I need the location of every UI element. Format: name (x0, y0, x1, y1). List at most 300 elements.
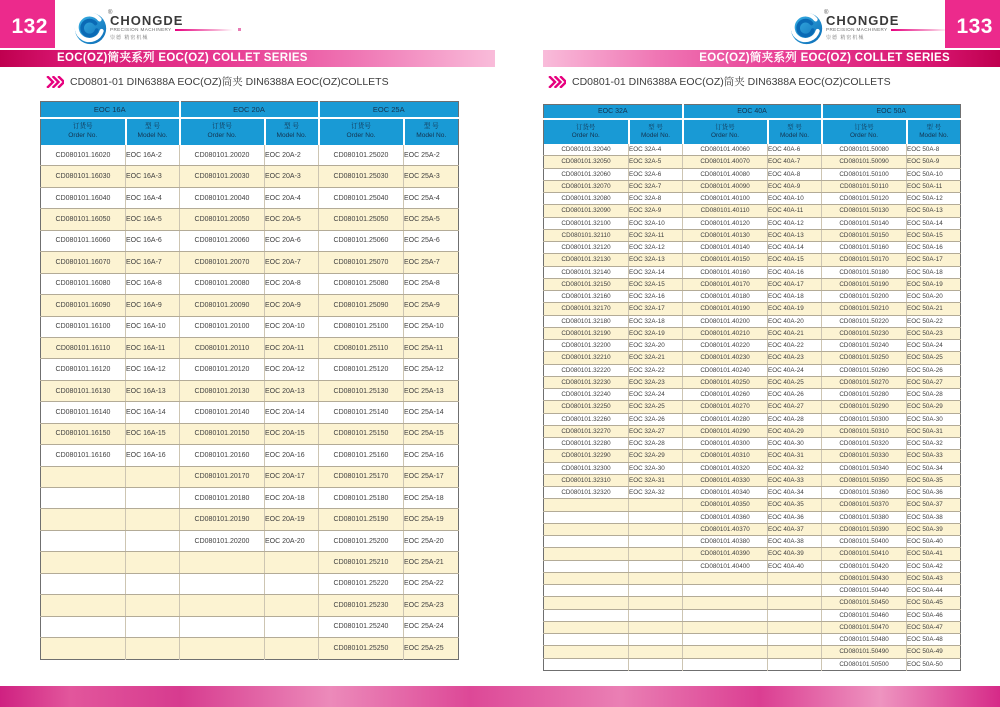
order-cell: CD080101.40210 (683, 327, 768, 339)
model-cell: EOC 50A-45 (907, 597, 961, 609)
model-cell: EOC 25A-3 (404, 166, 459, 187)
order-cell (41, 638, 126, 659)
model-cell: EOC 50A-40 (907, 536, 961, 548)
table-row (544, 621, 961, 633)
order-cell: CD080101.50090 (822, 156, 907, 168)
model-cell: EOC 50A-24 (907, 340, 961, 352)
order-cell: CD080101.32110 (544, 229, 629, 241)
order-cell: CD080101.40380 (683, 536, 768, 548)
model-cell (768, 597, 822, 609)
model-cell: EOC 40A-39 (768, 548, 822, 560)
model-cell: EOC 50A-36 (907, 487, 961, 499)
order-cell: CD080101.25050 (319, 209, 404, 230)
order-cell: CD080101.16070 (41, 252, 126, 273)
order-cell: CD080101.25150 (319, 423, 404, 444)
triple-chevron-icon (46, 76, 64, 88)
order-cell: CD080101.32290 (544, 450, 629, 462)
table-row (544, 266, 961, 278)
model-cell (768, 609, 822, 621)
order-cell (683, 609, 768, 621)
table-row (544, 450, 961, 462)
table-row (544, 536, 961, 548)
order-cell: CD080101.16130 (41, 380, 126, 401)
order-cell: CD080101.40390 (683, 548, 768, 560)
model-cell: EOC 40A-31 (768, 450, 822, 462)
table-row (544, 401, 961, 413)
model-cell: EOC 32A-20 (629, 340, 683, 352)
order-cell (544, 609, 629, 621)
order-cell: CD080101.32210 (544, 352, 629, 364)
model-cell: EOC 32A-19 (629, 327, 683, 339)
model-cell: EOC 50A-15 (907, 229, 961, 241)
order-cell: CD080101.50490 (822, 646, 907, 658)
model-cell: EOC 16A-9 (126, 295, 180, 316)
order-cell: CD080101.25100 (319, 316, 404, 337)
table-row (544, 646, 961, 658)
table-row (41, 509, 459, 530)
model-cell: EOC 20A-3 (265, 166, 319, 187)
registered-mark: ® (824, 10, 829, 16)
model-col-header: 型 号 Model No. (629, 119, 683, 144)
model-cell: EOC 50A-46 (907, 609, 961, 621)
model-cell: EOC 25A-17 (404, 466, 459, 487)
table-row (544, 364, 961, 376)
table-row (41, 273, 459, 294)
order-cell: CD080101.50370 (822, 499, 907, 511)
table-row (544, 376, 961, 388)
order-cell: CD080101.50160 (822, 242, 907, 254)
subtitle-text: CD0801-01 DIN6388A EOC(OZ)筒夹 DIN6388A EOC(OZ)COLLETS (70, 76, 389, 88)
group-header-row (544, 105, 961, 120)
model-cell: EOC 16A-2 (126, 145, 180, 166)
model-cell (265, 573, 319, 594)
model-cell: EOC 20A-2 (265, 145, 319, 166)
order-cell (41, 573, 126, 594)
model-cell: EOC 32A-23 (629, 376, 683, 388)
model-cell: EOC 50A-8 (907, 144, 961, 156)
order-cell (41, 509, 126, 530)
model-cell: EOC 40A-29 (768, 425, 822, 437)
order-col-header: 订货号 Order No. (180, 118, 265, 145)
collet-table-left (40, 101, 459, 660)
model-cell: EOC 25A-15 (404, 423, 459, 444)
order-cell: CD080101.32280 (544, 438, 629, 450)
order-cell (544, 536, 629, 548)
table-row (544, 205, 961, 217)
series-banner-left: EOC(OZ)筒夹系列 EOC(OZ) COLLET SERIES (0, 50, 495, 67)
order-cell: CD080101.32130 (544, 254, 629, 266)
model-cell: EOC 16A-4 (126, 187, 180, 208)
order-cell (683, 621, 768, 633)
model-cell: EOC 20A-9 (265, 295, 319, 316)
order-cell: CD080101.32120 (544, 242, 629, 254)
order-cell: CD080101.40140 (683, 242, 768, 254)
model-cell: EOC 50A-21 (907, 303, 961, 315)
table-row (544, 242, 961, 254)
order-cell: CD080101.50260 (822, 364, 907, 376)
order-cell (180, 638, 265, 659)
model-cell: EOC 50A-43 (907, 572, 961, 584)
order-cell: CD080101.50080 (822, 144, 907, 156)
order-cell: CD080101.32160 (544, 291, 629, 303)
model-cell (265, 616, 319, 637)
model-cell: EOC 32A-25 (629, 401, 683, 413)
order-cell: CD080101.50330 (822, 450, 907, 462)
model-cell: EOC 25A-22 (404, 573, 459, 594)
group-header: EOC 50A (822, 105, 961, 120)
model-cell: EOC 16A-16 (126, 445, 180, 466)
table-row (544, 585, 961, 597)
model-cell: EOC 32A-22 (629, 364, 683, 376)
order-cell (544, 499, 629, 511)
order-cell: CD080101.40350 (683, 499, 768, 511)
order-cell: CD080101.32050 (544, 156, 629, 168)
order-cell: CD080101.25230 (319, 595, 404, 616)
section-subtitle-right (548, 74, 891, 89)
model-cell: EOC 25A-18 (404, 488, 459, 509)
order-cell: CD080101.32080 (544, 193, 629, 205)
order-cell (544, 548, 629, 560)
model-cell: EOC 40A-10 (768, 193, 822, 205)
table-row (41, 209, 459, 230)
globe-swirl-icon (74, 12, 107, 45)
order-cell (544, 646, 629, 658)
order-cell: CD080101.25020 (319, 145, 404, 166)
order-col-header: 订货号 Order No. (822, 119, 907, 144)
order-cell: CD080101.40360 (683, 511, 768, 523)
table-row (41, 616, 459, 637)
model-cell: EOC 32A-10 (629, 217, 683, 229)
order-cell: CD080101.20110 (180, 337, 265, 358)
model-cell: EOC 25A-8 (404, 273, 459, 294)
order-cell: CD080101.40340 (683, 487, 768, 499)
table-row (41, 337, 459, 358)
model-cell: EOC 32A-26 (629, 413, 683, 425)
model-cell (629, 621, 683, 633)
model-cell: EOC 25A-11 (404, 337, 459, 358)
order-cell: CD080101.50280 (822, 389, 907, 401)
order-col-header: 订货号 Order No. (683, 119, 768, 144)
model-cell: EOC 40A-25 (768, 376, 822, 388)
order-cell: CD080101.16150 (41, 423, 126, 444)
model-cell: EOC 50A-41 (907, 548, 961, 560)
model-cell: EOC 40A-16 (768, 266, 822, 278)
table-row (544, 303, 961, 315)
model-cell: EOC 20A-14 (265, 402, 319, 423)
table-row (544, 254, 961, 266)
model-cell: EOC 50A-26 (907, 364, 961, 376)
model-cell: EOC 50A-42 (907, 560, 961, 572)
model-cell: EOC 25A-5 (404, 209, 459, 230)
order-cell: CD080101.40270 (683, 401, 768, 413)
model-cell: EOC 20A-17 (265, 466, 319, 487)
order-cell: CD080101.50180 (822, 266, 907, 278)
order-cell (544, 585, 629, 597)
model-cell: EOC 25A-23 (404, 595, 459, 616)
model-cell: EOC 20A-7 (265, 252, 319, 273)
order-cell: CD080101.25220 (319, 573, 404, 594)
model-cell (126, 509, 180, 530)
order-cell (544, 621, 629, 633)
order-cell: CD080101.40330 (683, 474, 768, 486)
model-cell: EOC 50A-25 (907, 352, 961, 364)
model-cell: EOC 25A-24 (404, 616, 459, 637)
model-cell: EOC 50A-16 (907, 242, 961, 254)
model-cell: EOC 16A-8 (126, 273, 180, 294)
model-cell: EOC 40A-12 (768, 217, 822, 229)
order-cell: CD080101.50460 (822, 609, 907, 621)
table-row (544, 229, 961, 241)
order-cell: CD080101.20140 (180, 402, 265, 423)
order-cell (544, 658, 629, 670)
model-cell: EOC 20A-5 (265, 209, 319, 230)
order-cell: CD080101.25120 (319, 359, 404, 380)
model-cell (629, 634, 683, 646)
table-row (41, 595, 459, 616)
model-cell: EOC 32A-4 (629, 144, 683, 156)
column-header-row (544, 119, 961, 144)
order-cell: CD080101.32260 (544, 413, 629, 425)
model-cell: EOC 40A-23 (768, 352, 822, 364)
model-cell: EOC 32A-28 (629, 438, 683, 450)
table-row (41, 466, 459, 487)
model-cell: EOC 40A-30 (768, 438, 822, 450)
logo-accent-line (175, 29, 233, 31)
order-cell: CD080101.16020 (41, 145, 126, 166)
order-cell: CD080101.50240 (822, 340, 907, 352)
logo-subtitle: PRECISION MACHINERY (826, 27, 888, 32)
order-cell: CD080101.50420 (822, 560, 907, 572)
order-cell: CD080101.20090 (180, 295, 265, 316)
order-cell: CD080101.20120 (180, 359, 265, 380)
model-cell: EOC 50A-9 (907, 156, 961, 168)
order-cell: CD080101.50410 (822, 548, 907, 560)
order-cell: CD080101.20150 (180, 423, 265, 444)
table-row (544, 278, 961, 290)
order-cell: CD080101.32270 (544, 425, 629, 437)
order-cell: CD080101.40310 (683, 450, 768, 462)
order-cell: CD080101.40080 (683, 168, 768, 180)
order-cell: CD080101.25030 (319, 166, 404, 187)
order-cell: CD080101.50380 (822, 511, 907, 523)
model-cell: EOC 40A-19 (768, 303, 822, 315)
order-col-header: 订货号 Order No. (544, 119, 629, 144)
table-row (41, 402, 459, 423)
table-row (544, 180, 961, 192)
table-row (544, 389, 961, 401)
group-header: EOC 16A (41, 102, 180, 119)
model-cell: EOC 50A-50 (907, 658, 961, 670)
order-cell: CD080101.25040 (319, 187, 404, 208)
table-row (544, 658, 961, 670)
model-cell: EOC 32A-7 (629, 180, 683, 192)
model-cell: EOC 32A-9 (629, 205, 683, 217)
page-number-right: 133 (945, 0, 1000, 48)
order-cell: CD080101.25180 (319, 488, 404, 509)
order-cell: CD080101.40120 (683, 217, 768, 229)
order-cell: CD080101.16100 (41, 316, 126, 337)
model-cell: EOC 20A-19 (265, 509, 319, 530)
order-cell (41, 616, 126, 637)
table-row (544, 474, 961, 486)
order-cell: CD080101.50110 (822, 180, 907, 192)
order-cell: CD080101.32100 (544, 217, 629, 229)
model-cell (629, 548, 683, 560)
subtitle-text: CD0801-01 DIN6388A EOC(OZ)筒夹 DIN6388A EOC(OZ)COLLETS (572, 76, 891, 88)
model-cell: EOC 32A-6 (629, 168, 683, 180)
order-cell: CD080101.16060 (41, 230, 126, 251)
model-cell (768, 572, 822, 584)
order-col-header: 订货号 Order No. (319, 118, 404, 145)
order-cell: CD080101.50150 (822, 229, 907, 241)
order-cell: CD080101.50470 (822, 621, 907, 633)
order-cell: CD080101.50300 (822, 413, 907, 425)
order-cell: CD080101.40200 (683, 315, 768, 327)
collet-table-right (543, 104, 961, 671)
model-cell: EOC 40A-33 (768, 474, 822, 486)
order-cell (683, 572, 768, 584)
order-cell: CD080101.16040 (41, 187, 126, 208)
model-cell (768, 646, 822, 658)
order-cell: CD080101.25110 (319, 337, 404, 358)
order-cell: CD080101.50200 (822, 291, 907, 303)
model-cell: EOC 25A-4 (404, 187, 459, 208)
model-cell: EOC 32A-30 (629, 462, 683, 474)
order-cell: CD080101.16030 (41, 166, 126, 187)
order-cell: CD080101.40370 (683, 523, 768, 535)
model-cell (265, 552, 319, 573)
order-cell (544, 511, 629, 523)
model-cell: EOC 40A-13 (768, 229, 822, 241)
model-cell: EOC 50A-44 (907, 585, 961, 597)
order-cell: CD080101.50140 (822, 217, 907, 229)
order-cell: CD080101.16050 (41, 209, 126, 230)
model-cell: EOC 16A-7 (126, 252, 180, 273)
order-cell (683, 658, 768, 670)
order-cell (544, 634, 629, 646)
model-cell: EOC 50A-27 (907, 376, 961, 388)
order-cell: CD080101.40110 (683, 205, 768, 217)
order-cell: CD080101.32060 (544, 168, 629, 180)
table-row (544, 548, 961, 560)
order-cell: CD080101.50360 (822, 487, 907, 499)
model-cell: EOC 50A-47 (907, 621, 961, 633)
model-cell: EOC 40A-26 (768, 389, 822, 401)
group-header: EOC 25A (319, 102, 459, 119)
model-cell: EOC 32A-29 (629, 450, 683, 462)
model-cell: EOC 40A-27 (768, 401, 822, 413)
model-cell (629, 658, 683, 670)
model-cell: EOC 32A-24 (629, 389, 683, 401)
table-row (41, 638, 459, 659)
order-cell: CD080101.16120 (41, 359, 126, 380)
order-cell: CD080101.25140 (319, 402, 404, 423)
order-cell: CD080101.50210 (822, 303, 907, 315)
logo-name: CHONGDE (110, 13, 184, 28)
order-cell: CD080101.20100 (180, 316, 265, 337)
model-col-header: 型 号 Model No. (126, 118, 180, 145)
model-cell: EOC 40A-28 (768, 413, 822, 425)
model-cell: EOC 20A-18 (265, 488, 319, 509)
order-cell: CD080101.50250 (822, 352, 907, 364)
page-number-left: 132 (0, 0, 55, 48)
table-row (41, 295, 459, 316)
model-cell: EOC 25A-6 (404, 230, 459, 251)
order-cell: CD080101.32250 (544, 401, 629, 413)
order-cell: CD080101.20060 (180, 230, 265, 251)
group-header: EOC 32A (544, 105, 683, 120)
registered-mark: ® (108, 10, 113, 16)
order-cell: CD080101.25160 (319, 445, 404, 466)
order-cell: CD080101.32040 (544, 144, 629, 156)
order-cell (41, 466, 126, 487)
model-cell: EOC 50A-23 (907, 327, 961, 339)
model-cell: EOC 50A-37 (907, 499, 961, 511)
table-row (544, 327, 961, 339)
order-cell (41, 552, 126, 573)
model-cell: EOC 25A-7 (404, 252, 459, 273)
triple-chevron-icon (548, 76, 566, 88)
model-cell (629, 536, 683, 548)
order-cell: CD080101.32320 (544, 487, 629, 499)
globe-swirl-icon (790, 12, 823, 45)
model-cell: EOC 20A-12 (265, 359, 319, 380)
order-cell: CD080101.50350 (822, 474, 907, 486)
model-cell: EOC 16A-5 (126, 209, 180, 230)
model-cell: EOC 50A-18 (907, 266, 961, 278)
order-cell: CD080101.50450 (822, 597, 907, 609)
model-cell (126, 552, 180, 573)
table-row (41, 552, 459, 573)
table-row (544, 352, 961, 364)
model-col-header: 型 号 Model No. (265, 118, 319, 145)
model-cell (629, 597, 683, 609)
table-row (544, 499, 961, 511)
order-cell: CD080101.50290 (822, 401, 907, 413)
model-cell: EOC 16A-13 (126, 380, 180, 401)
order-cell: CD080101.32300 (544, 462, 629, 474)
table-row (41, 530, 459, 551)
order-cell: CD080101.50500 (822, 658, 907, 670)
table-row (41, 187, 459, 208)
model-cell: EOC 25A-14 (404, 402, 459, 423)
model-cell: EOC 50A-33 (907, 450, 961, 462)
order-cell: CD080101.40290 (683, 425, 768, 437)
table-row (41, 316, 459, 337)
table-row (544, 572, 961, 584)
table-row (41, 380, 459, 401)
order-cell: CD080101.40130 (683, 229, 768, 241)
order-cell: CD080101.32150 (544, 278, 629, 290)
series-banner-right: EOC(OZ)筒夹系列 EOC(OZ) COLLET SERIES (543, 50, 1000, 67)
order-cell: CD080101.50390 (822, 523, 907, 535)
footer-accent-bar (0, 686, 1000, 707)
table-row (41, 423, 459, 444)
model-cell: EOC 25A-13 (404, 380, 459, 401)
order-cell: CD080101.25240 (319, 616, 404, 637)
logo-accent-line (891, 29, 949, 31)
model-cell (126, 616, 180, 637)
order-cell: CD080101.20180 (180, 488, 265, 509)
model-cell: EOC 32A-8 (629, 193, 683, 205)
logo-subtitle: PRECISION MACHINERY (110, 27, 172, 32)
order-cell: CD080101.16160 (41, 445, 126, 466)
model-cell (629, 511, 683, 523)
order-cell: CD080101.32190 (544, 327, 629, 339)
table-row (544, 634, 961, 646)
model-cell: EOC 20A-13 (265, 380, 319, 401)
model-cell: EOC 32A-31 (629, 474, 683, 486)
